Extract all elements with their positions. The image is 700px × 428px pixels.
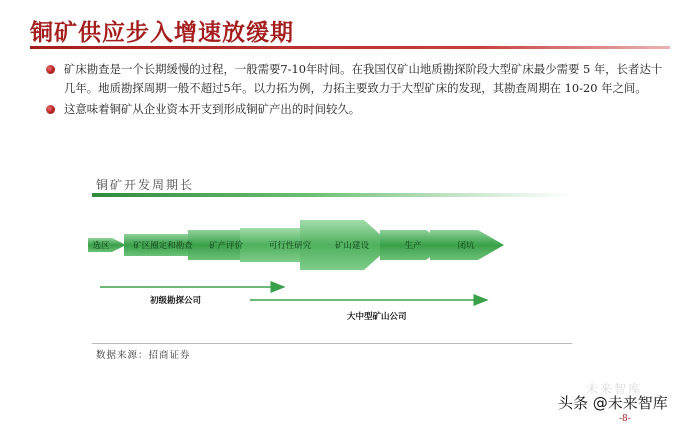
- source-divider: [92, 343, 572, 344]
- page-number: -8-: [619, 414, 631, 424]
- major-miner-label: 大中型矿山公司: [347, 312, 407, 322]
- stage-label: 矿山建设: [334, 241, 370, 251]
- junior-explorer-label: 初级勘探公司: [150, 296, 202, 306]
- figure-title: 铜矿开发周期长: [96, 178, 195, 192]
- watermark-faint: 未来智库: [586, 382, 643, 396]
- watermark: 头条 @未来智库: [558, 394, 668, 412]
- stage-label: 矿产评价: [208, 241, 244, 251]
- slide-title: 铜矿供应步入增速放缓期: [30, 20, 294, 46]
- stage-label: 闭坑: [457, 241, 475, 251]
- stage-label: 矿区圈定和勘查: [133, 241, 193, 251]
- stage-label: 生产: [404, 241, 422, 251]
- stage-label: 可行性研究: [268, 241, 312, 251]
- bullet-text: 这意味着铜矿从企业资本开支到形成铜矿产出的时间较久。: [64, 102, 361, 116]
- source-note: 数据来源：招商证券: [96, 350, 191, 361]
- stage-label: 选区: [92, 241, 110, 251]
- bullet-text: 矿床勘查是一个长期缓慢的过程，一般需要7-10年时间。在我国仅矿山地质勘探阶段大型矿床最少需要 5 年，长者达十几年。地质勘探周期一般不超过5年。以力拓为例，力拓主要致力于大型矿床的发现，其勘查周期在 10-20 年之间。: [64, 62, 663, 95]
